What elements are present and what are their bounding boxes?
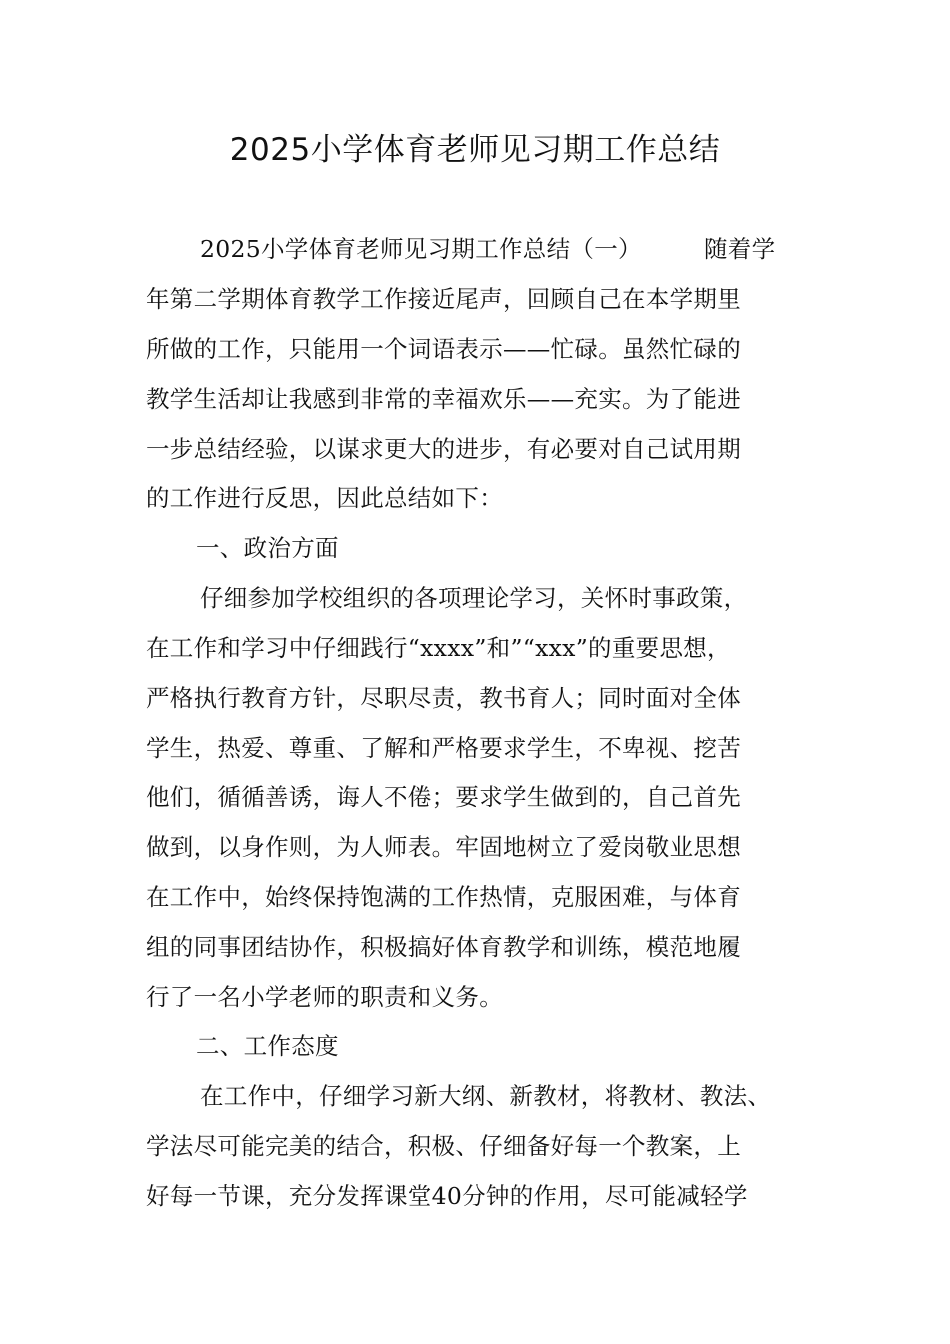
body-line: 一步总结经验，以谋求更大的进步，有必要对自己试用期 [146, 435, 741, 463]
section-heading-attitude: 二、工作态度 [196, 1032, 339, 1060]
body-line: 严格执行教育方针，尽职尽责，教书育人；同时面对全体 [146, 684, 741, 712]
body-line: 教学生活却让我感到非常的幸福欢乐——充实。为了能进 [146, 385, 741, 413]
body-line: 他们，循循善诱，诲人不倦；要求学生做到的，自己首先 [146, 783, 741, 811]
body-line: 在工作中，仔细学习新大纲、新教材，将教材、教法、 [200, 1082, 772, 1110]
body-line: 行了一名小学老师的职责和义务。 [146, 983, 503, 1011]
body-line: 学法尽可能完美的结合，积极、仔细备好每一个教案，上 [146, 1132, 741, 1160]
body-line: 年第二学期体育教学工作接近尾声，回顾自己在本学期里 [146, 285, 741, 313]
section-heading-politics: 一、政治方面 [196, 534, 339, 562]
body-line: 2025小学体育老师见习期工作总结（一） 随着学 [200, 235, 776, 263]
body-line: 的工作进行反思，因此总结如下： [146, 484, 503, 512]
body-line: 仔细参加学校组织的各项理论学习，关怀时事政策， [200, 584, 748, 612]
body-line: 组的同事团结协作，积极搞好体育教学和训练，模范地履 [146, 933, 741, 961]
body-line: 所做的工作，只能用一个词语表示——忙碌。虽然忙碌的 [146, 335, 741, 363]
body-line: 在工作中，始终保持饱满的工作热情，克服困难，与体育 [146, 883, 741, 911]
body-line: 做到，以身作则，为人师表。牢固地树立了爱岗敬业思想 [146, 833, 741, 861]
document-title: 2025小学体育老师见习期工作总结 [229, 132, 721, 168]
body-line: 学生，热爱、尊重、了解和严格要求学生，不卑视、挖苦 [146, 734, 741, 762]
body-line: 好每一节课，充分发挥课堂40分钟的作用，尽可能减轻学 [146, 1182, 748, 1210]
body-line: 在工作和学习中仔细践行“xxxx”和”“xxx”的重要思想， [146, 634, 731, 662]
